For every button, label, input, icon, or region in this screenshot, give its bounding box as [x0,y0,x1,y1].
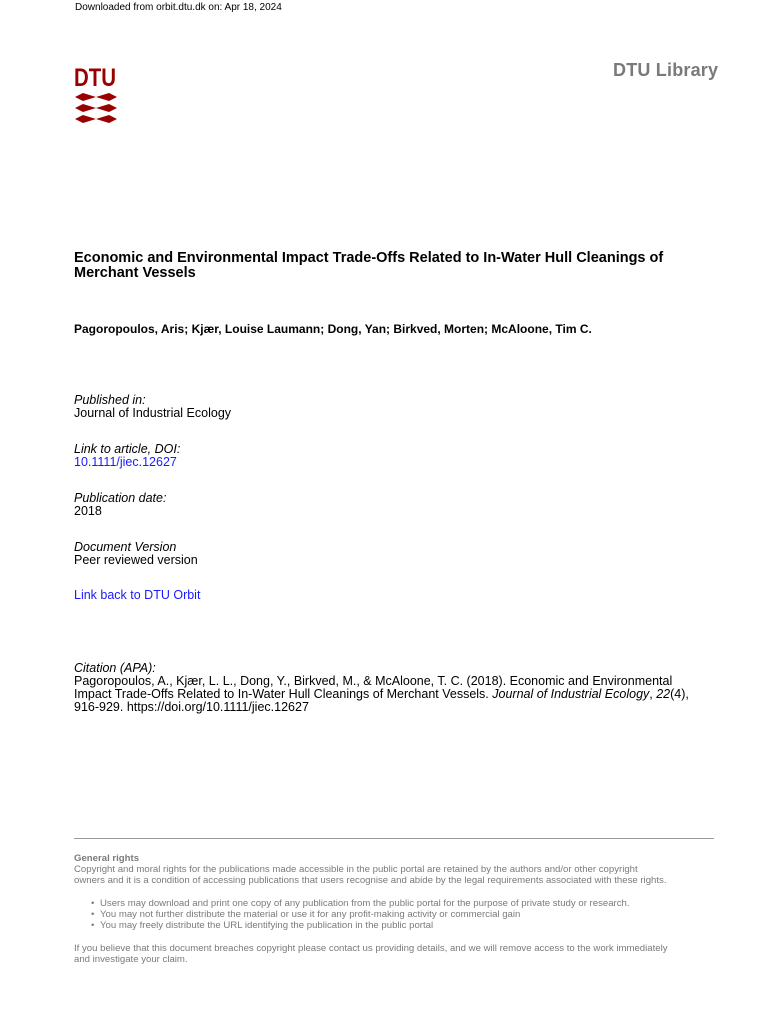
dtu-orbit-link[interactable]: Link back to DTU Orbit [74,588,201,602]
publication-date [74,492,166,518]
publication-date-label: Publication date: [74,491,167,505]
dtu-logo-graphic [74,64,118,126]
publication-date-value: 2018 [74,504,102,518]
download-note: Downloaded from orbit.dtu.dk on: Apr 18, 2024 [75,2,282,13]
doi-field [74,443,180,469]
general-rights-line-1: Copyright and moral rights for the publications made accessible in the public portal are retained by the authors and/or other copyright [74,864,638,875]
published-in-label: Published in: [74,393,146,407]
document-version-value: Peer reviewed version [74,553,198,567]
citation-text: Impact Trade-Offs Related to In-Water Hull Cleanings of Merchant Vessels. [74,687,493,701]
rights-bullet: • Users may download and print one copy of any publication from the public portal for the purpose of private study or research. [100,898,722,909]
document-title [74,251,714,281]
takedown-line-1: If you believe that this document breaches copyright please contact us providing details, and we will remove access to the work immediately [74,943,668,954]
takedown-line-2: and investigate your claim. [74,954,188,965]
title-line-2: Merchant Vessels [74,265,196,281]
doi-label: Link to article, DOI: [74,442,181,456]
published-in-value: Journal of Industrial Ecology [74,406,232,420]
document-version-label: Document Version [74,540,177,554]
authors: Pagoropoulos, Aris; Kjær, Louise Laumann; Dong, Yan; Birkved, Morten; McAloone, Tim C. [74,322,592,336]
rights-bullet: • You may not further distribute the material or use it for any profit-making activity or commercial gain [100,909,722,920]
citation [74,662,734,714]
citation-issue: (4), [670,687,689,701]
rights-bullet: • You may freely distribute the URL identifying the publication in the public portal [100,920,722,931]
citation-separator: , [649,687,657,701]
doi-link[interactable]: 10.1111/jiec.12627 [74,455,177,469]
citation-line-3: 916-929. https://doi.org/10.1111/jiec.12627 [74,700,309,714]
divider [74,838,714,839]
general-rights-line-2: owners and it is a condition of accessing publications that users recognise and abide by the legal requirements associated with these rights. [74,875,667,886]
dtu-logo-text: DTU [74,64,116,92]
title-line-1: Economic and Environmental Impact Trade-Offs Related to In-Water Hull Cleanings of [74,250,664,266]
dtu-library-label: DTU Library [613,60,719,80]
citation-volume: 22 [656,687,671,701]
document-version [74,541,198,567]
rights-list [74,898,722,931]
published-in [74,394,231,420]
citation-line-1: Pagoropoulos, A., Kjær, L. L., Dong, Y., Birkved, M., & McAloone, T. C. (2018). Economic and Environmental [74,674,673,688]
general-rights [74,853,722,965]
citation-journal: Journal of Industrial Ecology [492,687,650,701]
dtu-logo [74,64,118,131]
general-rights-heading: General rights [74,853,140,864]
citation-label: Citation (APA): [74,661,156,675]
